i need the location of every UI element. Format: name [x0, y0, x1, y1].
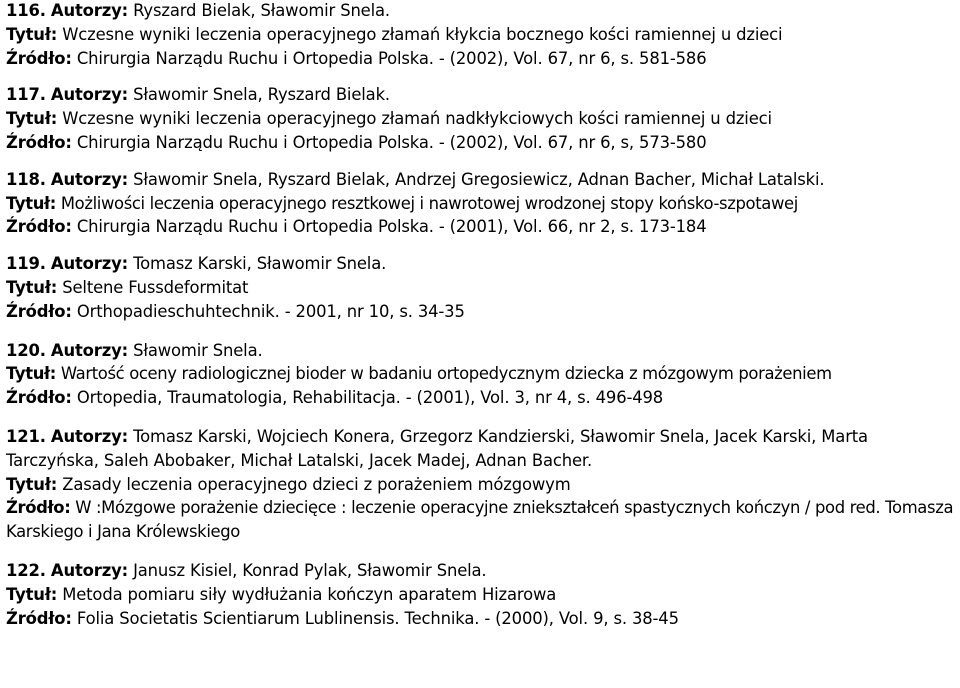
source-label: Źródło: — [6, 48, 72, 68]
entry-authors: Sławomir Snela, Ryszard Bielak. — [133, 85, 390, 105]
entry-title: Zasady leczenia operacyjnego dzieci z porażeniem mózgowym — [62, 474, 571, 494]
source-label: Źródło: — [6, 132, 72, 152]
entry-title-line — [6, 107, 956, 131]
bibliography-entry — [6, 252, 956, 323]
title-label: Tytuł: — [6, 193, 56, 213]
entry-number: 116. — [6, 1, 46, 20]
entry-authors-line — [6, 0, 956, 23]
entry-title-line — [6, 192, 956, 216]
source-label: Źródło: — [6, 608, 72, 628]
authors-label: Autorzy: — [50, 169, 129, 189]
source-label: Źródło: — [6, 217, 72, 237]
entry-authors: Sławomir Snela, Ryszard Bielak, Andrzej Gregosiewicz, Adnan Bacher, Michał Latalski. — [133, 169, 825, 189]
entry-source: Ortopedia, Traumatologia, Rehabilitacja. - (2001), Vol. 3, nr 4, s. 496-498 — [76, 388, 664, 408]
entry-authors: Tomasz Karski, Sławomir Snela. — [133, 254, 387, 274]
authors-label: Autorzy: — [50, 560, 129, 580]
source-label: Źródło: — [6, 388, 72, 408]
entry-source: Chirurgia Narządu Ruchu i Ortopedia Polska. - (2002), Vol. 67, nr 6, s, 573-580 — [76, 132, 707, 152]
entry-number: 117. — [6, 85, 46, 105]
entry-title-line — [6, 583, 956, 607]
entry-authors: Tomasz Karski, Wojciech Konera, Grzegorz Kandzierski, Sławomir Snela, Jacek Karski, Marta Tarczyńska, Saleh Abobaker, Michał Latalski, Jacek Madej, Adnan Bacher. — [6, 426, 868, 470]
entry-source-line — [6, 131, 956, 155]
authors-label: Autorzy: — [50, 85, 129, 105]
entry-title: Wczesne wyniki leczenia operacyjnego złamań kłykcia bocznego kości ramiennej u dzieci — [62, 24, 783, 44]
entry-authors-line — [6, 559, 956, 583]
entry-source: Chirurgia Narządu Ruchu i Ortopedia Polska. - (2001), Vol. 66, nr 2, s. 173-184 — [76, 217, 707, 237]
entry-title: Wczesne wyniki leczenia operacyjnego złamań nadkłykciowych kości ramiennej u dzieci — [62, 109, 772, 129]
title-label: Tytuł: — [6, 24, 58, 44]
entry-title: Wartość oceny radiologicznej bioder w badaniu ortopedycznym dziecka z mózgowym porażeniem — [60, 364, 832, 384]
entry-source-line — [6, 496, 956, 544]
bibliography-entry — [6, 0, 956, 70]
bibliography-entry — [6, 339, 956, 410]
bibliography-entry — [6, 425, 956, 544]
title-label: Tytuł: — [6, 584, 58, 604]
entry-number: 122. — [6, 560, 46, 580]
authors-label: Autorzy: — [50, 1, 129, 20]
entry-number: 118. — [6, 169, 46, 189]
entry-source: Folia Societatis Scientiarum Lublinensis. Technika. - (2000), Vol. 9, s. 38-45 — [76, 608, 679, 628]
entry-authors-line — [6, 339, 956, 363]
entry-source-line — [6, 215, 956, 239]
entry-authors: Ryszard Bielak, Sławomir Snela. — [133, 1, 390, 20]
entry-source-line — [6, 386, 956, 410]
entry-source: Chirurgia Narządu Ruchu i Ortopedia Polska. - (2002), Vol. 67, nr 6, s. 581-586 — [76, 48, 707, 68]
entry-source-line — [6, 607, 956, 631]
entry-title: Możliwości leczenia operacyjnego resztkowej i nawrotowej wrodzonej stopy końsko-szpotawej — [60, 193, 798, 213]
entry-source: W :Mózgowe porażenie dziecięce : leczenie operacyjne zniekształceń spastycznych kończyn / pod red. Tomasza Karskiego i Jana Królewskiego — [6, 498, 954, 542]
authors-label: Autorzy: — [50, 340, 129, 360]
entry-source-line — [6, 47, 956, 71]
title-label: Tytuł: — [6, 474, 58, 494]
title-label: Tytuł: — [6, 109, 58, 129]
authors-label: Autorzy: — [50, 426, 129, 446]
title-label: Tytuł: — [6, 277, 58, 297]
bibliography-entry — [6, 83, 956, 154]
entry-authors: Janusz Kisiel, Konrad Pylak, Sławomir Snela. — [133, 560, 487, 580]
entry-title-line — [6, 473, 956, 497]
title-label: Tytuł: — [6, 364, 56, 384]
entry-authors-line — [6, 83, 956, 107]
entry-authors-line — [6, 252, 956, 276]
authors-label: Autorzy: — [50, 254, 129, 274]
entry-authors-line — [6, 168, 956, 192]
entry-title: Metoda pomiaru siły wydłużania kończyn aparatem Hizarowa — [62, 584, 557, 604]
entry-authors: Sławomir Snela. — [133, 340, 263, 360]
source-label: Źródło: — [6, 301, 72, 321]
entry-title-line — [6, 23, 956, 47]
bibliography-entry — [6, 559, 956, 630]
entry-source: Orthopadieschuhtechnik. - 2001, nr 10, s. 34-35 — [76, 301, 465, 321]
bibliography-list — [6, 0, 956, 630]
entry-number: 121. — [6, 426, 46, 446]
entry-title-line — [6, 362, 956, 386]
source-label: Źródło: — [6, 498, 71, 518]
entry-title: Seltene Fussdeformitat — [62, 277, 249, 297]
entry-authors-line — [6, 425, 956, 473]
bibliography-entry — [6, 168, 956, 239]
entry-number: 119. — [6, 254, 46, 274]
entry-number: 120. — [6, 340, 46, 360]
entry-source-line — [6, 300, 956, 324]
entry-title-line — [6, 276, 956, 300]
